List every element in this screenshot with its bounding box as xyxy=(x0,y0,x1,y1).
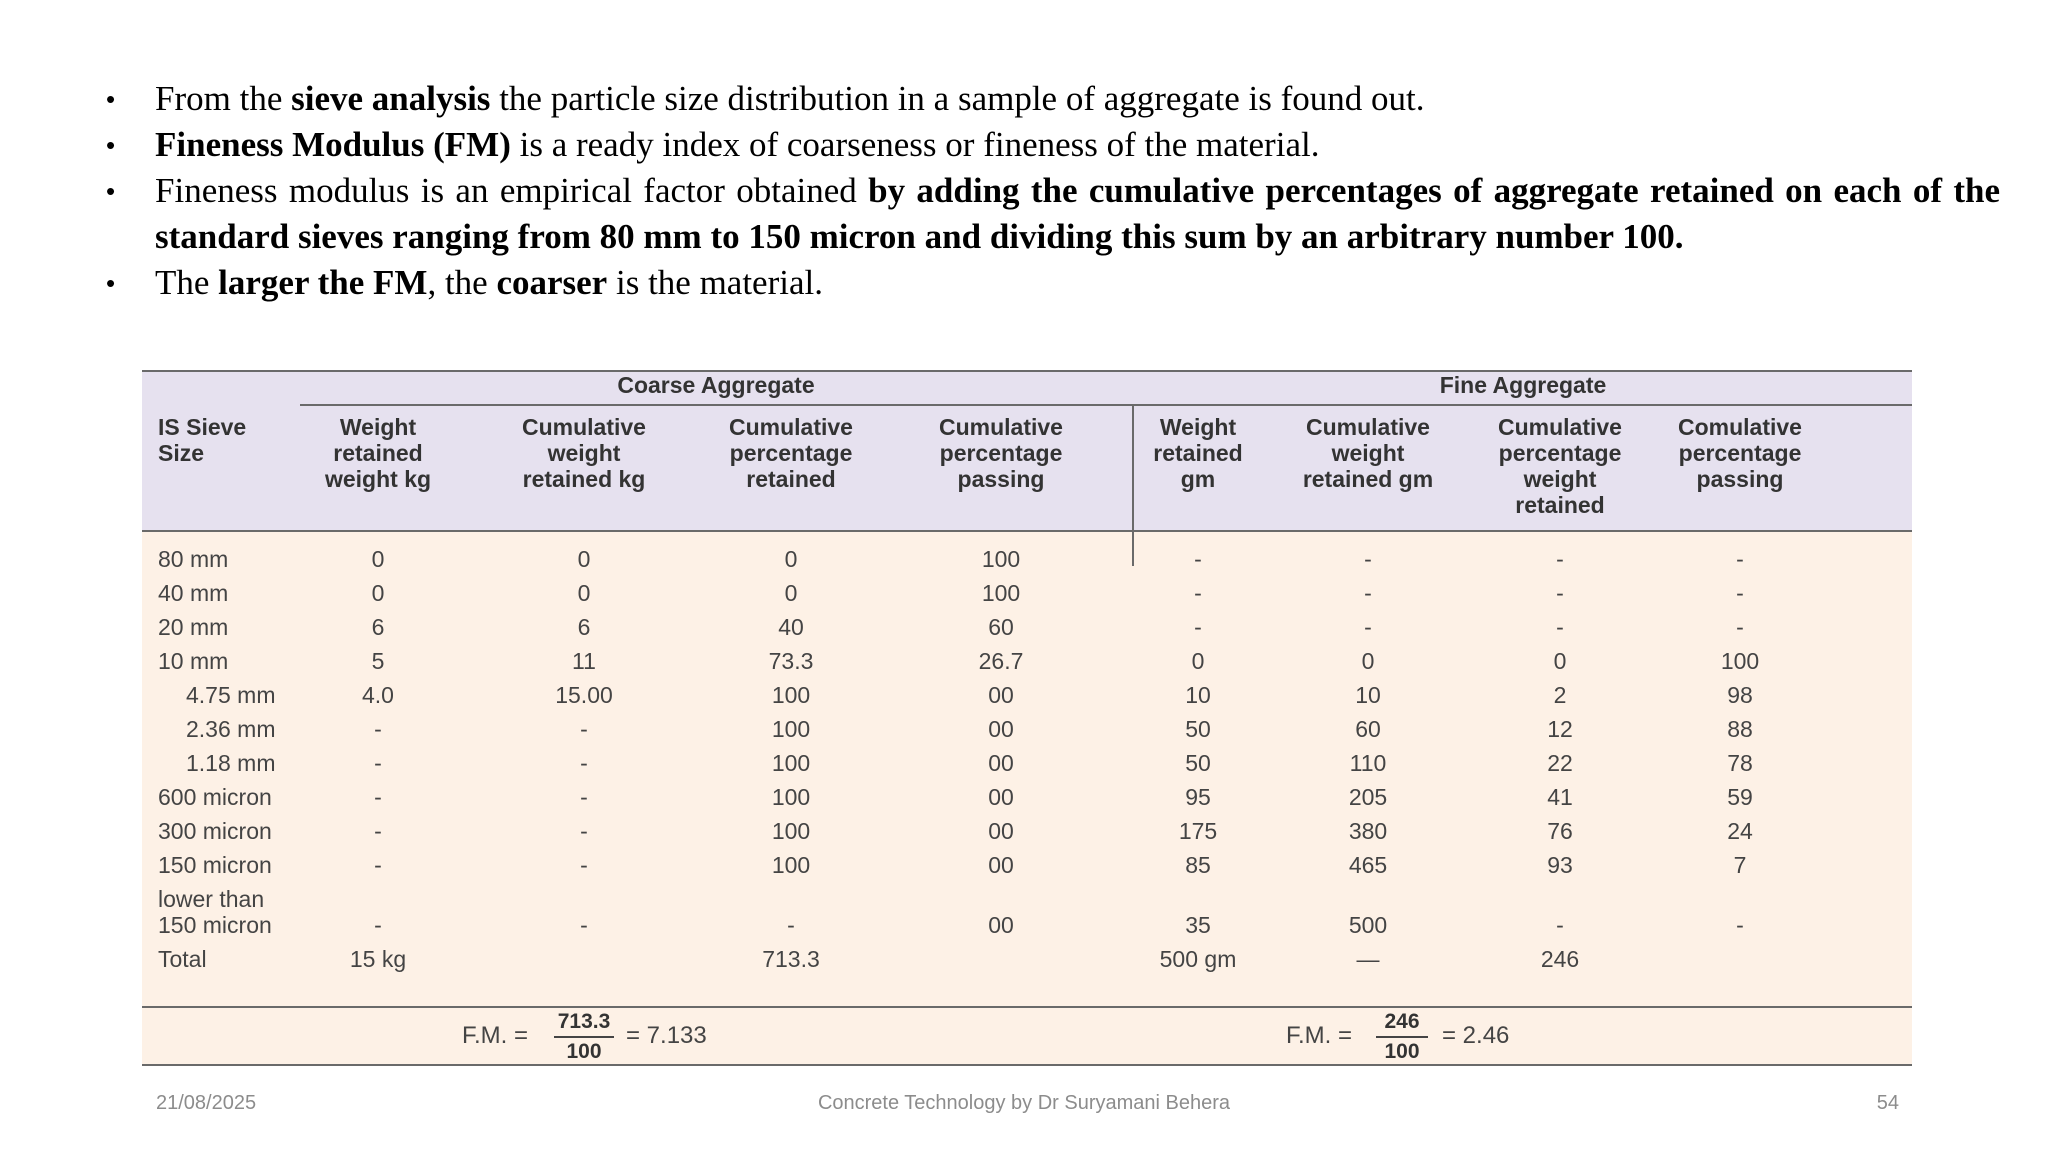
table-cell: 205 xyxy=(1348,784,1388,810)
bullet-bold-text: sieve analysis xyxy=(291,79,491,118)
column-header: Comulative percentage passing xyxy=(1678,414,1802,492)
bullet-list xyxy=(100,76,2000,306)
table-cell: 0 xyxy=(1553,648,1567,674)
table-cell: 10 xyxy=(1185,682,1211,708)
sieve-size-cell: 150 micron xyxy=(158,852,272,878)
table-cell: 35 xyxy=(1185,912,1211,938)
table-cell: 76 xyxy=(1547,818,1573,844)
header-bottom-rule xyxy=(142,530,1912,532)
bullet-text: From the xyxy=(155,79,292,118)
table-cell: 713.3 xyxy=(762,946,820,972)
column-header: Cumulative weight retained gm xyxy=(1302,414,1434,492)
bullet-item xyxy=(100,260,2000,306)
table-cell: 100 xyxy=(771,716,811,742)
table-cell: - xyxy=(1194,580,1202,606)
sieve-size-cell: 300 micron xyxy=(158,818,272,844)
bullet-text: the particle size distribution in a sample of aggregate is found out. xyxy=(490,79,1425,118)
bullet-bold-text: coarser xyxy=(496,263,608,302)
fm-fine-result: = 2.46 xyxy=(1442,1022,1510,1049)
table-cell: - xyxy=(1194,614,1202,640)
table-cell: 380 xyxy=(1348,818,1388,844)
fm-fine-numerator: 246 xyxy=(1384,1010,1420,1033)
table-cell: - xyxy=(374,852,382,878)
table-cell: 50 xyxy=(1185,716,1211,742)
fm-coarse-result: = 7.133 xyxy=(626,1022,707,1049)
sieve-size-cell: lower than 150 micron xyxy=(158,886,272,938)
bullet-item xyxy=(100,168,2000,260)
table-cell: 00 xyxy=(988,784,1014,810)
table-cell: - xyxy=(1556,912,1564,938)
table-cell: 24 xyxy=(1727,818,1753,844)
fm-coarse-fraction xyxy=(554,1010,614,1064)
footer-title: Concrete Technology by Dr Suryamani Behera xyxy=(817,1092,1231,1114)
table-cell: 98 xyxy=(1727,682,1753,708)
table-cell: 5 xyxy=(371,648,385,674)
column-header: Cumulative percentage weight retained xyxy=(1498,414,1622,518)
bullet-text: , the xyxy=(427,263,497,302)
sieve-size-cell: 4.75 mm xyxy=(186,682,276,708)
table-cell: - xyxy=(580,818,588,844)
table-cell: 100 xyxy=(771,818,811,844)
sieve-size-cell: 40 mm xyxy=(158,580,229,606)
fm-top-rule xyxy=(142,1006,1912,1008)
bullet-dot-icon: • xyxy=(106,84,116,114)
table-cell: 0 xyxy=(1191,648,1205,674)
bullet-dot-icon: • xyxy=(106,268,116,298)
table-cell: - xyxy=(1194,546,1202,572)
table-cell: - xyxy=(787,912,795,938)
table-cell: 2 xyxy=(1553,682,1567,708)
sieve-analysis-table xyxy=(142,370,1912,1066)
bullet-bold-text: larger the FM xyxy=(218,263,428,302)
table-cell: 100 xyxy=(1720,648,1760,674)
bullet-dot-icon: • xyxy=(106,176,116,206)
table-cell: - xyxy=(374,784,382,810)
group-rule xyxy=(300,404,1912,406)
table-cell: - xyxy=(580,716,588,742)
table-cell: 00 xyxy=(988,818,1014,844)
table-cell: 0 xyxy=(371,546,385,572)
fm-fine-label: F.M. = xyxy=(1286,1022,1353,1049)
table-cell: 0 xyxy=(371,580,385,606)
table-cell: 0 xyxy=(1361,648,1375,674)
sieve-size-cell: 80 mm xyxy=(158,546,229,572)
table-cell: 6 xyxy=(577,614,591,640)
table-cell: 100 xyxy=(771,750,811,776)
fm-coarse-numerator: 713.3 xyxy=(557,1010,611,1033)
table-cell: 41 xyxy=(1547,784,1573,810)
bullet-dot-icon: • xyxy=(106,130,116,160)
footer-page-number: 54 xyxy=(1876,1092,1899,1114)
table-cell: - xyxy=(1736,614,1744,640)
table-cell: - xyxy=(374,912,382,938)
table-cell: 10 xyxy=(1355,682,1381,708)
sieve-size-cell: 1.18 mm xyxy=(186,750,276,776)
column-header: Cumulative percentage passing xyxy=(939,414,1063,492)
table-cell: - xyxy=(580,750,588,776)
column-header: Weight retained gm xyxy=(1153,414,1243,492)
table-cell: 100 xyxy=(771,682,811,708)
table-cell: - xyxy=(374,818,382,844)
table-cell: - xyxy=(1556,580,1564,606)
table-cell: 95 xyxy=(1185,784,1211,810)
bullet-bold-text: by adding the cumulative percentages of aggregate retained on each of the standard sieves ranging from 80 mm to 150 micron and dividing this sum by an arbitrary number 100. xyxy=(155,171,2000,256)
table-cell: 73.3 xyxy=(768,648,814,674)
table-cell: 60 xyxy=(1355,716,1381,742)
table-cell: - xyxy=(1364,614,1372,640)
table-cell: — xyxy=(1356,946,1380,972)
table-cell: 50 xyxy=(1185,750,1211,776)
table-cell: 6 xyxy=(371,614,385,640)
table-cell: 500 xyxy=(1348,912,1388,938)
table-cell: 465 xyxy=(1348,852,1388,878)
column-header: IS Sieve Size xyxy=(158,414,247,466)
table-cell: - xyxy=(580,912,588,938)
bullet-text: is a ready index of coarseness or fineness of the material. xyxy=(510,125,1320,164)
table-cell: 0 xyxy=(784,546,798,572)
table-cell: 7 xyxy=(1733,852,1747,878)
table-cell: - xyxy=(1736,912,1744,938)
bullet-text: The xyxy=(155,263,219,302)
column-header: Cumulative weight retained kg xyxy=(522,414,646,492)
table-cell: - xyxy=(1556,614,1564,640)
table-cell: 100 xyxy=(771,852,811,878)
sieve-size-cell: 20 mm xyxy=(158,614,229,640)
table-cell: - xyxy=(1556,546,1564,572)
table-cell: - xyxy=(1736,546,1744,572)
table-cell: 85 xyxy=(1185,852,1211,878)
bullet-text: is the material. xyxy=(607,263,823,302)
fm-coarse-label: F.M. = xyxy=(462,1022,529,1049)
coarse-aggregate-title: Coarse Aggregate xyxy=(617,372,815,398)
table-cell: 0 xyxy=(577,580,591,606)
fine-aggregate-title: Fine Aggregate xyxy=(1439,372,1607,398)
table-cell: 00 xyxy=(988,750,1014,776)
table-bottom-rule xyxy=(142,1064,1912,1066)
bullet-bold-text: Fineness Modulus (FM) xyxy=(155,125,511,164)
table-cell: - xyxy=(580,852,588,878)
table-cell: 100 xyxy=(981,546,1021,572)
column-header: Cumulative percentage retained xyxy=(729,414,853,492)
table-cell: 100 xyxy=(981,580,1021,606)
table-cell: - xyxy=(374,716,382,742)
table-cell: 15 kg xyxy=(349,946,407,972)
table-cell: 4.0 xyxy=(362,682,394,708)
table-cell: - xyxy=(1364,546,1372,572)
table-cell: 246 xyxy=(1540,946,1580,972)
table-cell: 00 xyxy=(988,682,1014,708)
table-cell: - xyxy=(1364,580,1372,606)
bullet-text: Fineness modulus is an empirical factor obtained xyxy=(155,171,869,210)
sieve-size-cell: 600 micron xyxy=(158,784,272,810)
table-cell: 40 xyxy=(778,614,804,640)
table-cell: 12 xyxy=(1547,716,1573,742)
table-cell: 110 xyxy=(1349,750,1387,776)
table-cell: 26.7 xyxy=(978,648,1024,674)
sieve-size-cell: 2.36 mm xyxy=(186,716,276,742)
table-cell: 15.00 xyxy=(555,682,613,708)
table-cell: 78 xyxy=(1727,750,1753,776)
fm-fine-denominator: 100 xyxy=(1384,1040,1420,1063)
table-cell: 0 xyxy=(577,546,591,572)
table-cell: 00 xyxy=(988,716,1014,742)
table-cell: 88 xyxy=(1727,716,1753,742)
sieve-size-cell: 10 mm xyxy=(158,648,229,674)
table-cell: - xyxy=(580,784,588,810)
table-cell: 22 xyxy=(1547,750,1573,776)
table-cell: 100 xyxy=(771,784,811,810)
table-cell: 00 xyxy=(988,912,1014,938)
bullet-item xyxy=(100,76,2000,122)
fm-coarse-denominator: 100 xyxy=(566,1040,602,1063)
table-cell: 500 gm xyxy=(1159,946,1237,972)
table-cell: 00 xyxy=(988,852,1014,878)
table-cell: 175 xyxy=(1178,818,1218,844)
table-cell: 59 xyxy=(1727,784,1753,810)
footer-date: 21/08/2025 xyxy=(156,1092,257,1114)
bullet-item xyxy=(100,122,2000,168)
table-cell: - xyxy=(1736,580,1744,606)
sieve-size-cell: Total xyxy=(158,946,207,972)
table-cell: 60 xyxy=(988,614,1014,640)
table-cell: 93 xyxy=(1547,852,1573,878)
table-cell: - xyxy=(374,750,382,776)
column-header: Weight retained weight kg xyxy=(324,414,432,492)
fm-fine-fraction xyxy=(1376,1010,1428,1064)
table-cell: 11 xyxy=(572,648,596,674)
table-cell: 0 xyxy=(784,580,798,606)
